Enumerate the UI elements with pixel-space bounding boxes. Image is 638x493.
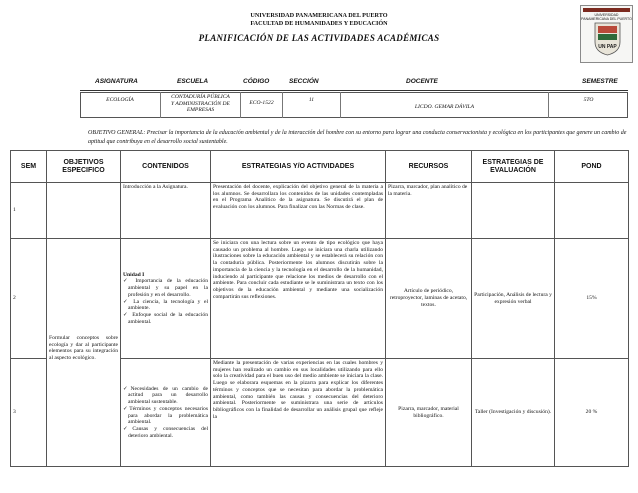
content-item: ✓Términos y conceptos necesarios para abordar la problemática ambiental. [123,405,209,426]
contenidos-cell [121,359,211,467]
recursos-cell: Pizarra, marcador, material bibliográfico. [386,359,472,467]
value-escuela-line1: CONTADURÍA PÚBLICA [171,94,230,100]
recursos-cell: Pizarra, marcador, plan analítico de la materia. [386,183,472,239]
content-item: ✓Necesidades de un cambio de actitud para un desarrollo ambiental sustentable. [123,385,208,406]
logo-badge: UN PAP [598,44,617,50]
table-row [11,183,629,239]
pond-cell [555,183,629,239]
value-escuela [162,94,239,114]
value-semestre: 5TO [583,97,594,103]
objetivo-cell [47,183,121,239]
evaluacion-cell: Taller (Investigación y discusión). [472,359,555,467]
pond-cell: 20 % [555,359,629,467]
logo-caption: UNIVERSIDAD PANAMERICANA DEL PUERTO [581,13,632,21]
header-separator [548,92,549,118]
value-docente: LICDO. GEMAR DÁVILA [414,104,475,110]
label-asignatura: ASIGNATURA [95,78,138,85]
university-name: UNIVERSIDAD PANAMERICANA DEL PUERTO [250,12,388,19]
content-item: ✓ La ciencia, la tecnología y el ambiente. [123,298,208,312]
university-logo [580,5,633,63]
faculty-name: FACULTAD DE HUMANIDADES Y EDUCACIÓN [250,20,388,27]
planning-table [10,150,629,467]
shield-icon [594,22,621,56]
estrategias-cell: Se iniciara con una lectura sobre un evento de tipo ecológico que haya causado un problema al hombre. Luego se iniciara una charla utilizando ilustraciones sobre la educación ambiental y se establecerá su relación con la contaduría pública. Posteriormente los alumnos discutirán sobre la importancia de la ciencia y la tecnología en el desarrollo de la humanidad, induciendo al participante que relacione los medios de desarrollo con el ambiente. Para concluir cada estudiante se le suministrara un texto con los objetivos de la educación ambiental y mediante una socialización compartirán sus reflexiones. [211,239,386,359]
value-escuela-line3: EMPRESAS [186,107,215,114]
header-separator [282,92,283,118]
contenidos-cell [121,239,211,359]
label-seccion: SECCIÓN [289,78,319,85]
label-docente: DOCENTE [406,78,438,85]
label-semestre: SEMESTRE [582,78,618,85]
pond-cell: 15% [555,239,629,359]
sem-cell: 3 [11,359,47,467]
value-asignatura: ECOLOGÍA [106,97,134,103]
label-escuela: ESCUELA [177,78,209,85]
header-pond: POND [555,151,629,183]
header-separator [160,92,161,118]
header-evaluacion: ESTRATEGIAS DE EVALUACIÓN [472,151,555,183]
header-objetivos: OBJETIVOS ESPECIFICO [47,151,121,183]
page-title: PLANIFICACIÓN DE LAS ACTIVIDADES ACADÉMICAS [198,33,440,43]
header-estrategias: ESTRATEGIAS Y/O ACTIVIDADES [211,151,386,183]
table-header-row [11,151,629,183]
content-item: ✓ Enfoque social de la educación ambiental. [123,311,208,325]
header-sem: SEM [11,151,47,183]
header-divider [80,90,628,91]
objetivo-cell: Formular conceptos sobre ecología y dar al participante elementos para su integración al aspecto ecológico. [47,239,121,467]
content-item: ✓ Importancia de la educación ambiental y su papel en la profesión y en el desarrollo. [123,278,208,298]
table-row [11,239,629,359]
value-seccion: 11 [308,97,315,103]
estrategias-cell: Mediante la presentación de varias experiencias en las cuales hombres y mujeres han realizado un cambio en sus localidades utilizando para ello solo la creatividad para el buen uso del medio ambiente se iniciara la clase. Luego se elaborara esquemas en la pizarra para explicar los diferentes términos y conceptos que se necesitan para abordar la problemática ambiental, como también las causas y consecuencias del deterioro ambiental. Posteriormente se suministrara una serie de artículos bibliográficos con la finalidad de desarrollar un análisis grupal que refleje la [211,359,386,467]
sem-cell: 1 [11,183,47,239]
value-escuela-line2: Y ADMINISTRACIÓN DE [171,100,230,107]
logo-band [583,8,630,12]
contenidos-cell: Introducción a la Asignatura. [121,183,211,239]
evaluacion-cell: Participación, Análisis de lectura y expresión verbal [472,239,555,359]
value-codigo: ECO-1522 [249,100,274,106]
unidad-title: Unidad I [123,271,145,278]
label-codigo: CÓDIGO [243,78,270,85]
objetivo-general: OBJETIVO GENERAL: Precisar la importancia de la educación ambiental y de la interacción del hombre con su entorno para lograr una conducta conservacionista y ecológica en los participantes que genere un cambio de aptitud que contribuya en el desarrollo social sustentable. [88,130,627,145]
sem-cell: 2 [11,239,47,359]
recursos-cell: Artículo de periódico, retroproyector, laminas de acetato, textos. [386,239,472,359]
evaluacion-cell [472,183,555,239]
estrategias-cell: Presentación del docente, explicación del objetivo general de la materia a los alumnos. Se desarrollara los contenidos de las unidades contempladas en el Programa Analítico de la asignatura. Se discutirá el plan de evaluación con los alumnos. Para finalizar con las Normas de clase. [211,183,386,239]
header-recursos: RECURSOS [386,151,472,183]
content-item: ✓Causas y consecuencias del deterioro ambiental. [123,425,209,439]
header-contenidos: CONTENIDOS [121,151,211,183]
